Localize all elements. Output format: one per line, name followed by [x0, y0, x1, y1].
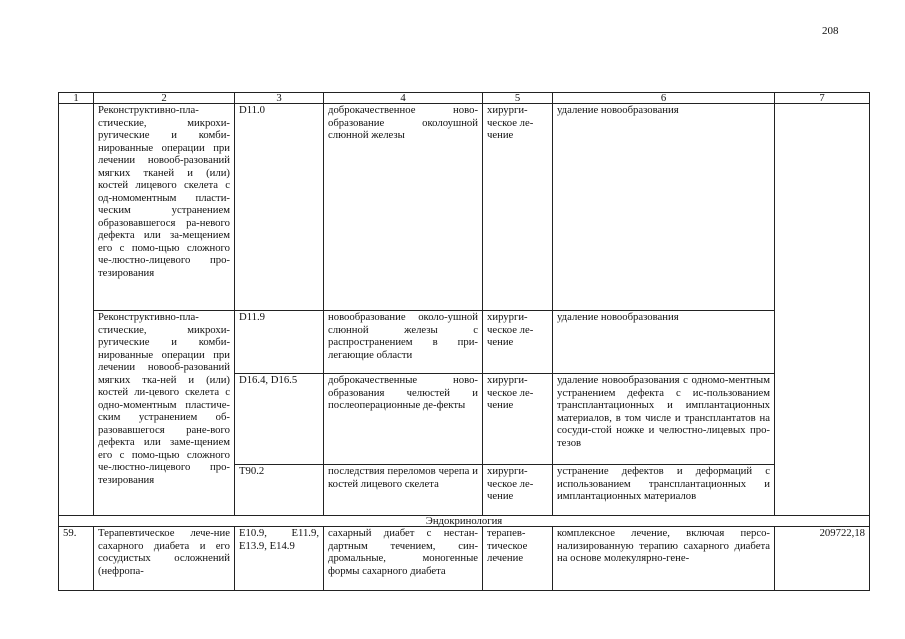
column-header: 6: [553, 93, 775, 104]
section-header-row: [59, 516, 870, 527]
icd-code: D16.4, D16.5: [235, 374, 324, 465]
table-header-row: [59, 93, 870, 104]
treatment-method: устранение дефектов и деформаций с использованием трансплантационных и имплантационных материалов: [553, 465, 775, 516]
medical-care-table: [58, 92, 870, 591]
icd-code: D11.9: [235, 311, 324, 374]
treatment-type: хирурги-ческое ле-чение: [483, 104, 553, 311]
table-row: [59, 311, 870, 374]
column-header: 2: [94, 93, 235, 104]
icd-code: E10.9, E11.9, E13.9, E14.9: [235, 527, 324, 591]
method-group-name: Терапевтическое лече-ние сахарного диабета и его сосудистых осложнений (нефропа-: [94, 527, 235, 591]
page-number: 208: [822, 25, 839, 37]
column-header: 3: [235, 93, 324, 104]
patient-model: новообразование около-ушной слюнной железы с распространением в при-легающие области: [324, 311, 483, 374]
section-title: Эндокринология: [59, 516, 870, 527]
price-cell: [775, 104, 870, 516]
icd-code: D11.0: [235, 104, 324, 311]
method-group-name: Реконструктивно-пла-стические, микрохи-ругические и комби-нированные операции при лечении новооб-разований мягких тканей и (или) костей лицевого скелета с од-номоментным пласти-ческим устранением образовавшегося ра-невого дефекта или за-мещением его с помо-щью сложного че-люстно-лицевого про-тезирования: [94, 104, 235, 311]
column-header: 1: [59, 93, 94, 104]
icd-code: T90.2: [235, 465, 324, 516]
treatment-method: комплексное лечение, включая персо-нализированную терапию сахарного диабета на основе молекулярно-гене-: [553, 527, 775, 591]
treatment-method: удаление новообразования: [553, 311, 775, 374]
patient-model: последствия переломов черепа и костей лицевого скелета: [324, 465, 483, 516]
table-row: [59, 527, 870, 591]
treatment-type: хирурги-ческое ле-чение: [483, 374, 553, 465]
patient-model: сахарный диабет с нестан-дартным течением, син-дромальные, моногенные формы сахарного диабета: [324, 527, 483, 591]
row-number-cell: [59, 104, 94, 516]
treatment-method: удаление новообразования: [553, 104, 775, 311]
table-row: [59, 104, 870, 311]
treatment-type: хирурги-ческое ле-чение: [483, 465, 553, 516]
price-value: 209722,18: [775, 527, 870, 591]
treatment-type: хирурги-ческое ле-чение: [483, 311, 553, 374]
treatment-method: удаление новообразования с одномо-ментным устранением дефекта с ис-пользованием трансплантационных и имплантационных материалов, в том числе и трансплантатов на сосуди-стой ножке и челюстно-лицевых про-тезов: [553, 374, 775, 465]
patient-model: доброкачественные ново-образования челюстей и послеоперационные де-фекты: [324, 374, 483, 465]
column-header: 4: [324, 93, 483, 104]
patient-model: доброкачественное ново-образование околоушной слюнной железы: [324, 104, 483, 311]
column-header: 7: [775, 93, 870, 104]
column-header: 5: [483, 93, 553, 104]
treatment-type: терапев-тическое лечение: [483, 527, 553, 591]
row-number: 59.: [59, 527, 94, 591]
method-group-name: Реконструктивно-пла-стические, микрохи-ругические и комби-нированные операции при лечении новооб-разований мягких тка-ней и (или) костей ли-цевого скелета с одно-моментным пластиче-ским устранением об-разовавшегося ране-вого дефекта или заме-щением его с помо-щью сложного че-люстно-лицевого про-тезирования: [94, 311, 235, 516]
